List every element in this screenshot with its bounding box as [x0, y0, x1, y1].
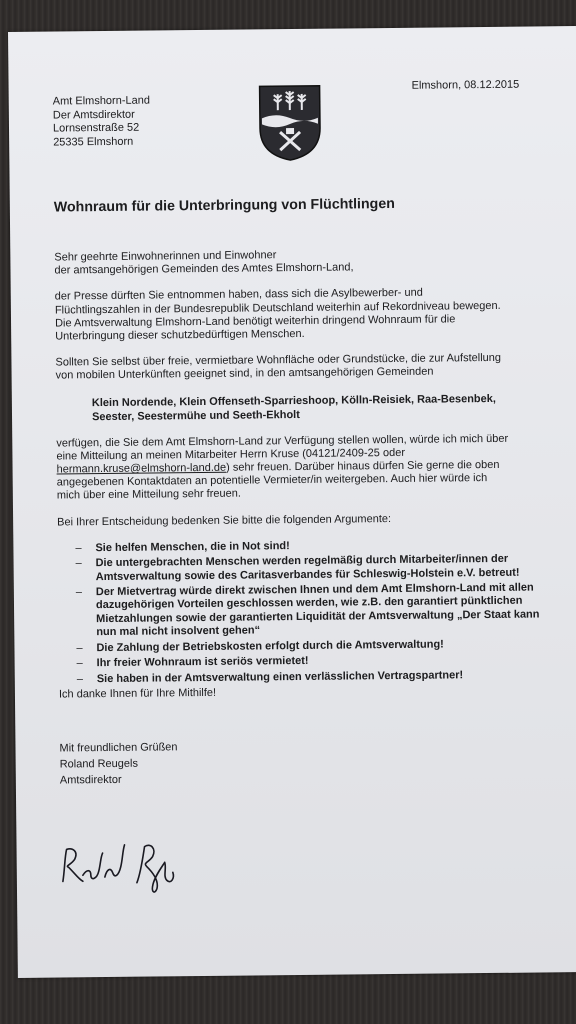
argument-text: Die Zahlung der Betriebskosten erfolgt durch die Amtsverwaltung! [96, 638, 444, 654]
paragraph-line: der Presse dürften Sie entnommen haben, dass sich die Asylbewerber- und [54, 287, 423, 303]
paragraph-line: mich über eine Mitteilung sehr freuen. [56, 488, 241, 502]
bullet-dash: – [76, 672, 83, 685]
bullet-dash: – [76, 657, 83, 670]
signoff-block [59, 735, 559, 788]
sender-line: Lornsenstraße 52 [52, 121, 140, 135]
paragraph-line: Die Amtsverwaltung Elmshorn-Land benötigt weiterhin dringend Wohnraum für die [54, 313, 456, 330]
arguments-list [57, 537, 558, 686]
paragraph-line: Flüchtlingszahlen in der Bundesrepublik Deutschland weiterhin auf Rekordniveau bewegen. [54, 299, 501, 317]
salutation-line: Sehr geehrte Einwohnerinnen und Einwohner [54, 249, 277, 264]
argument-text: Sie helfen Menschen, die in Not sind! [95, 539, 290, 554]
bullet-dash: – [75, 542, 82, 555]
signoff-line: Mit freundlichen Grüßen [59, 741, 178, 755]
sender-address [53, 95, 151, 150]
letter-subject: Wohnraum für die Unterbringung von Flüchtlingen [53, 195, 395, 216]
argument-text: Sie haben in der Amtsverwaltung einen verlässlichen Vertragspartner! [96, 668, 464, 685]
handwritten-signature-icon [52, 828, 183, 899]
municipal-crest-icon [258, 84, 323, 163]
community-line: Klein Nordende, Klein Offenseth-Sparrieshoop, Kölln-Reisiek, Raa-Besenbek, [91, 392, 496, 409]
argument-item [58, 581, 559, 640]
salutation-line: der amtsangehörigen Gemeinden des Amtes Elmshorn-Land, [54, 261, 354, 277]
signoff-line: Roland Reugels [59, 757, 139, 771]
paragraph-line: Unterbringung dieser schutzbedürftigen Menschen. [55, 327, 305, 343]
argument-text: Der Mietvertrag würde direkt zwischen Ihnen und dem Amt Elmshorn-Land mit allen dazugehörigen Vorteilen geschlossen werden, wie z.B. den garantiert pünktlichen Mietzahlungen sowie der garantierten Liquidität der Amtsverwaltung „Der Staat kann nun mal nicht insolvent gehen“ [95, 581, 540, 639]
thanks-line: Ich danke Ihnen für Ihre Mithilfe! [58, 686, 217, 701]
letter-body [54, 246, 560, 788]
bullet-dash: – [75, 557, 82, 570]
bullet-dash: – [75, 586, 83, 599]
letter-date: Elmshorn, 08.12.2015 [411, 78, 520, 92]
argument-item [58, 553, 558, 585]
signoff-line: Amtsdirektor [59, 773, 122, 787]
paragraph-line: von mobilen Unterkünften geeignet sind, in den amtsangehörigen Gemeinden [55, 365, 434, 382]
paragraph-line: angegebenen Kontaktdaten an potentielle Vermieter/in weitergeben. Auch hier würde ich [56, 472, 488, 489]
paragraph-line: Sollten Sie selbst über freie, vermietbare Wohnfläche oder Grundstücke, die zur Aufstellung [55, 352, 502, 369]
sender-line: Amt Elmshorn-Land [52, 94, 151, 108]
argument-text: Ihr freier Wohnraum ist seriös vermietet! [96, 654, 309, 670]
sender-line: Der Amtsdirektor [52, 108, 135, 122]
argument-text: Die untergebrachten Menschen werden regelmäßig durch Mitarbeiter/innen der Amtsverwaltung sowie des Caritasverbandes für Schleswig-Holstein e.V. betreut! [95, 553, 520, 583]
letter-page [8, 26, 576, 978]
community-line: Seester, Seestermühe und Seeth-Ekholt [91, 408, 300, 423]
contact-email-link[interactable]: hermann.kruse@elmshorn-land.de [56, 461, 227, 476]
sender-line: 25335 Elmshorn [53, 135, 134, 149]
paragraph-line: eine Mitteilung an meinen Mitarbeiter Herrn Kruse (04121/2409-25 oder [56, 446, 406, 463]
bullet-dash: – [76, 641, 83, 655]
paragraph-line: verfügen, die Sie dem Amt Elmshorn-Land zur Verfügung stellen wollen, würde ich mich über [56, 432, 509, 450]
arguments-intro: Bei Ihrer Entscheidung bedenken Sie bitte die folgenden Argumente: [57, 512, 392, 529]
paragraph-fragment: ) sehr freuen. Darüber hinaus dürfen Sie gerne die oben [226, 458, 500, 474]
